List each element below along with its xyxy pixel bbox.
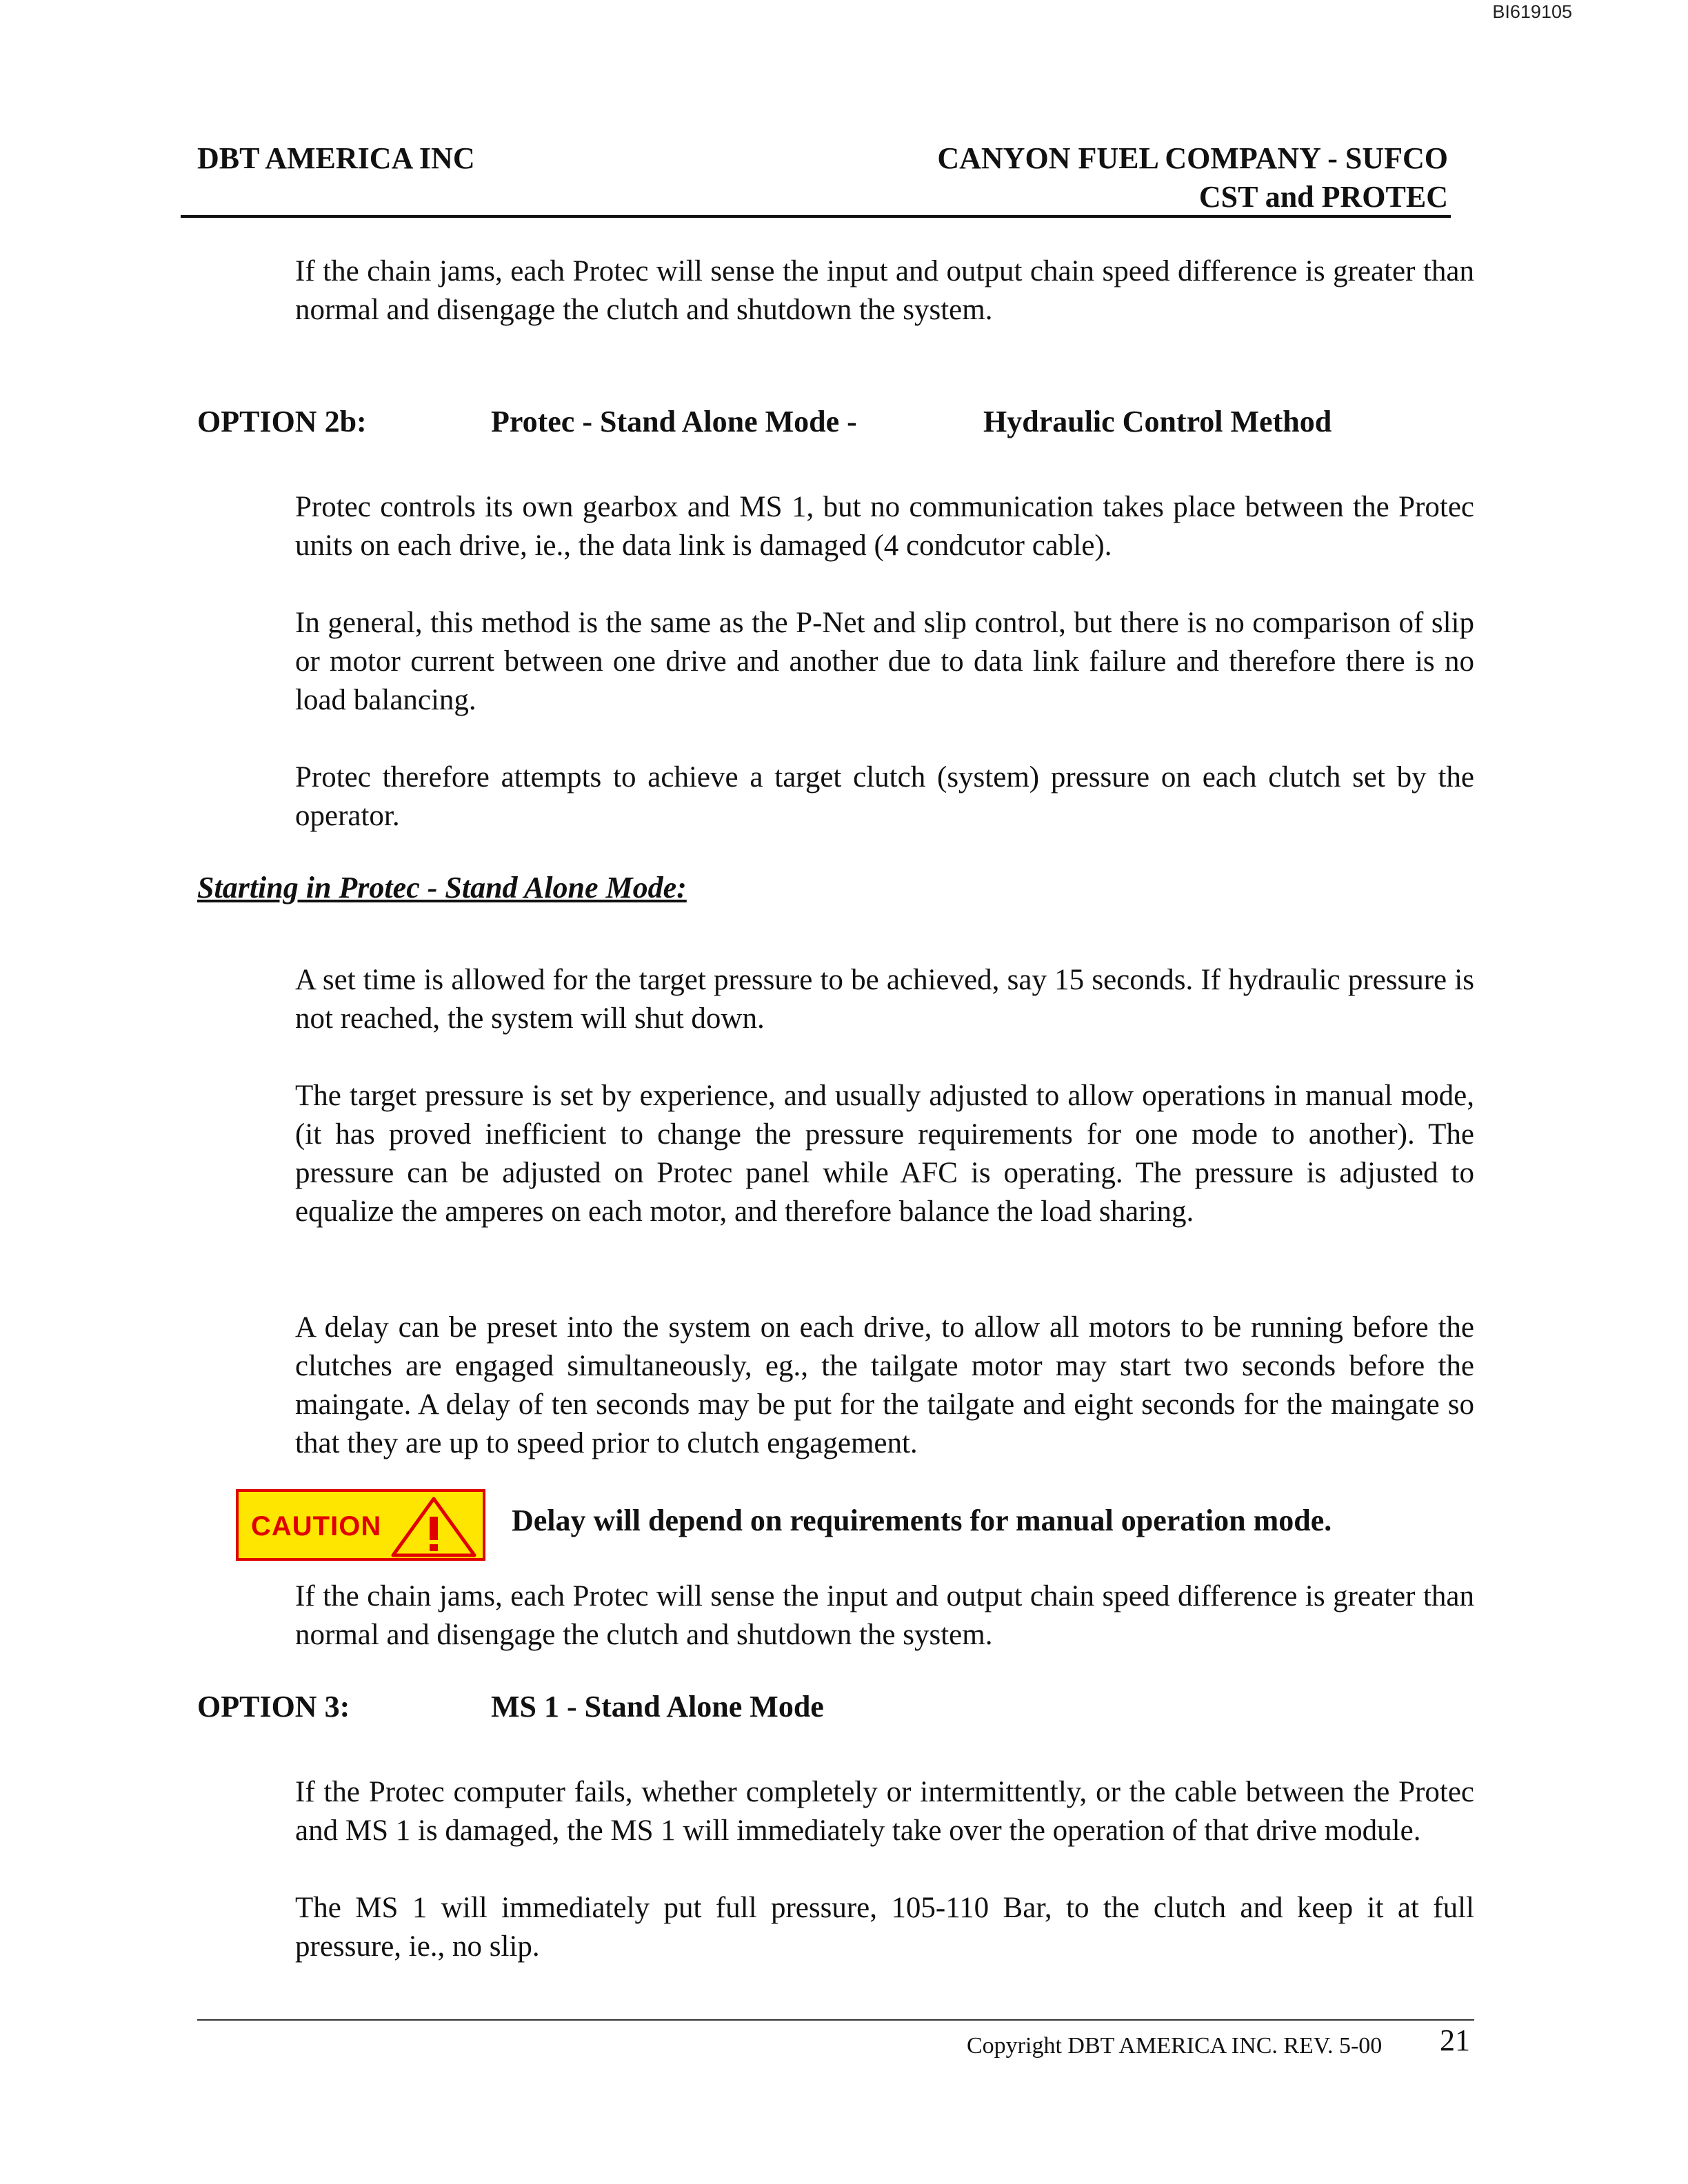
caution-badge: [236, 1489, 485, 1561]
caution-message: Delay will depend on requirements for manual operation mode.: [512, 1504, 1332, 1537]
page-number: 21: [1440, 2023, 1470, 2057]
header-company: DBT AMERICA INC: [197, 141, 475, 175]
option-2b-paragraph-3: Protec therefore attempts to achieve a target clutch (system) pressure on each clutch set by the operator.: [295, 761, 1474, 832]
option-2b-paragraph-2: In general, this method is the same as the P-Net and slip control, but there is no comparison of slip or motor current between one drive and another due to data link failure and therefore there is no load balancing.: [295, 607, 1474, 716]
option-2b-method: Hydraulic Control Method: [983, 405, 1332, 438]
after-caution-paragraph: If the chain jams, each Protec will sense the input and output chain speed difference is greater than normal and disengage the clutch and shutdown the system.: [295, 1580, 1474, 1651]
intro-paragraph: If the chain jams, each Protec will sense the input and output chain speed difference is greater than normal and disengage the clutch and shutdown the system.: [295, 255, 1474, 326]
warning-triangle-icon: [390, 1496, 477, 1558]
footer-copyright: Copyright DBT AMERICA INC. REV. 5-00: [967, 2033, 1383, 2059]
header-client: [937, 139, 1448, 216]
option-2b-label: OPTION 2b:: [197, 405, 367, 438]
header-client-line2: CST and PROTEC: [1198, 180, 1448, 214]
starting-subheading: Starting in Protec - Stand Alone Mode:: [197, 871, 687, 904]
option-2b-paragraph-1: Protec controls its own gearbox and MS 1, but no communication takes place between the Protec units on each drive, ie., the data link is damaged (4 condcutor cable).: [295, 491, 1474, 562]
starting-paragraph-1: A set time is allowed for the target pressure to be achieved, say 15 seconds. If hydraulic pressure is not reached, the system will shut down.: [295, 964, 1474, 1035]
option-2b-title: Protec - Stand Alone Mode -: [491, 405, 857, 438]
document-id: BI619105: [1492, 1, 1572, 22]
option-3-paragraph-1: If the Protec computer fails, whether completely or intermittently, or the cable between the Protec and MS 1 is damaged, the MS 1 will immediately take over the operation of that drive module.: [295, 1776, 1474, 1847]
footer-divider: [197, 2019, 1474, 2021]
option-3-label: OPTION 3:: [197, 1690, 350, 1723]
option-3-paragraph-2: The MS 1 will immediately put full pressure, 105-110 Bar, to the clutch and keep it at full pressure, ie., no slip.: [295, 1892, 1474, 1963]
caution-label: CAUTION: [251, 1511, 382, 1541]
starting-paragraph-2: The target pressure is set by experience, and usually adjusted to allow operations in manual mode, (it has proved inefficient to change the pressure requirements for one mode to another). The pressure can be adjusted on Protec panel while AFC is operating. The pressure is adjusted to equalize the amperes on each motor, and therefore balance the load sharing.: [295, 1080, 1474, 1228]
header-client-line1: CANYON FUEL COMPANY - SUFCO: [937, 141, 1448, 175]
option-3-title: MS 1 - Stand Alone Mode: [491, 1690, 824, 1723]
starting-paragraph-3: A delay can be preset into the system on each drive, to allow all motors to be running before the clutches are engaged simultaneously, eg., the tailgate motor may start two seconds before the maingate. A delay of ten seconds may be put for the tailgate and eight seconds for the maingate so that they are up to speed prior to clutch engagement.: [295, 1311, 1474, 1459]
header-divider: [181, 215, 1451, 218]
